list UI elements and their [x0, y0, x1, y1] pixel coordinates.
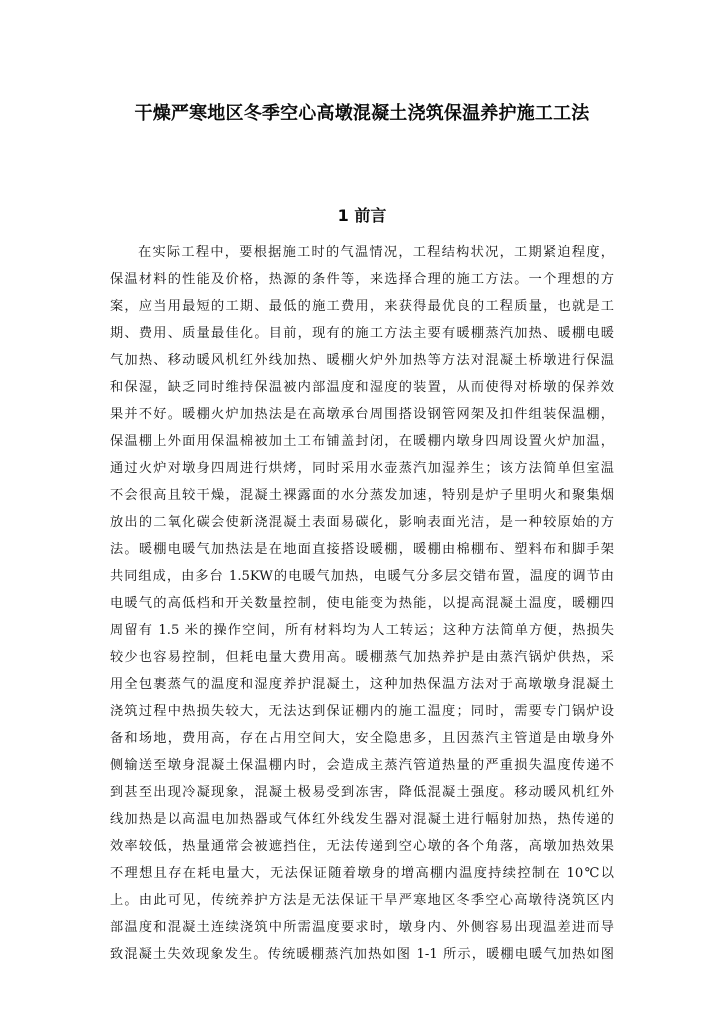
paragraph-line: 保温棚上外面用保温棉被加土工布铺盖封闭，在暖棚内墩身四周设置火炉加温， — [110, 434, 614, 449]
paragraph-line: 果并不好。暖棚火炉加热法是在高墩承台周围搭设钢管网架及扣件组装保温棚， — [110, 407, 614, 422]
paragraph-line: 放出的二氧化碳会使新浇混凝土表面易碳化，影响表面光洁，是一种较原始的方 — [110, 515, 614, 530]
paragraph-line: 效率较低，热量通常会被遮挡住，无法传递到空心墩的各个角落，高墩加热效果 — [110, 839, 614, 854]
paragraph-line: 线加热是以高温电加热器或气体红外线发生器对混凝土进行幅射加热，热传递的 — [110, 812, 614, 827]
paragraph-line: 在实际工程中，要根据施工时的气温情况，工程结构状况，工期紧迫程度， — [138, 245, 614, 260]
paragraph-line: 通过火炉对墩身四周进行烘烤，同时采用水壶蒸汽加湿养生；该方法简单但室温 — [110, 461, 614, 476]
paragraph-line: 备和场地，费用高，存在占用空间大，安全隐患多，且因蒸汽主管道是由墩身外 — [110, 731, 614, 746]
paragraph-line: 不理想且存在耗电量大，无法保证随着墩身的增高棚内温度持续控制在 10℃以 — [110, 866, 614, 881]
paragraph-line: 用全包裹蒸气的温度和湿度养护混凝土，这种加热保温方法对于高墩墩身混凝土 — [110, 677, 614, 692]
paragraph-line: 部温度和混凝土连续浇筑中所需温度要求时，墩身内、外侧容易出现温差进而导 — [110, 920, 614, 935]
paragraph-line: 浇筑过程中热损失较大，无法达到保证棚内的施工温度；同时，需要专门锅炉设 — [110, 704, 614, 719]
paragraph-line: 周留有 1.5 米的操作空间，所有材料均为人工转运；这种方法简单方便，热损失 — [110, 623, 614, 638]
paragraph-line: 法。暖棚电暖气加热法是在地面直接搭设暖棚，暖棚由棉棚布、塑料布和脚手架 — [110, 542, 614, 557]
paragraph-line: 和保湿，缺乏同时维持保温被内部温度和湿度的装置，从而使得对桥墩的保养效 — [110, 380, 614, 395]
paragraph-line: 气加热、移动暖风机红外线加热、暖棚火炉外加热等方法对混凝土桥墩进行保温 — [110, 353, 614, 368]
paragraph-line: 较少也容易控制，但耗电量大费用高。暖棚蒸气加热养护是由蒸汽锅炉供热，采 — [110, 650, 614, 665]
section-heading: 1 前言 — [337, 206, 387, 225]
paragraph-line: 案，应当用最短的工期、最低的施工费用，来获得最优良的工程质量，也就是工 — [110, 299, 614, 314]
paragraph-line: 不会很高且较干燥，混凝土裸露面的水分蒸发加速，特别是炉子里明火和聚集烟 — [110, 488, 614, 503]
paragraph-line: 侧输送至墩身混凝土保温棚内时，会造成主蒸汽管道热量的严重损失温度传递不 — [110, 758, 614, 773]
paragraph-line: 共同组成，由多台 1.5KW的电暖气加热，电暖气分多层交错布置，温度的调节由 — [110, 569, 614, 584]
paragraph-line: 致混凝土失效现象发生。传统暖棚蒸汽加热如图 1-1 所示，暖棚电暖气加热如图 — [110, 947, 614, 962]
paragraph-line: 电暖气的高低档和开关数量控制，使电能变为热能，以提高混凝土温度，暖棚四 — [110, 596, 614, 611]
paragraph-line: 上。由此可见，传统养护方法是无法保证干旱严寒地区冬季空心高墩待浇筑区内 — [110, 893, 614, 908]
paragraph-line: 到甚至出现冷凝现象，混凝土极易受到冻害，降低混凝土强度。移动暖风机红外 — [110, 785, 614, 800]
body-paragraph — [110, 239, 614, 968]
paragraph-line: 保温材料的性能及价格，热源的条件等，来选择合理的施工方法。一个理想的方 — [110, 272, 614, 287]
paragraph-line: 期、费用、质量最佳化。目前，现有的施工方法主要有暖棚蒸汽加热、暖棚电暖 — [110, 326, 614, 341]
document-title: 干燥严寒地区冬季空心高墩混凝土浇筑保温养护施工工法 — [134, 103, 590, 124]
